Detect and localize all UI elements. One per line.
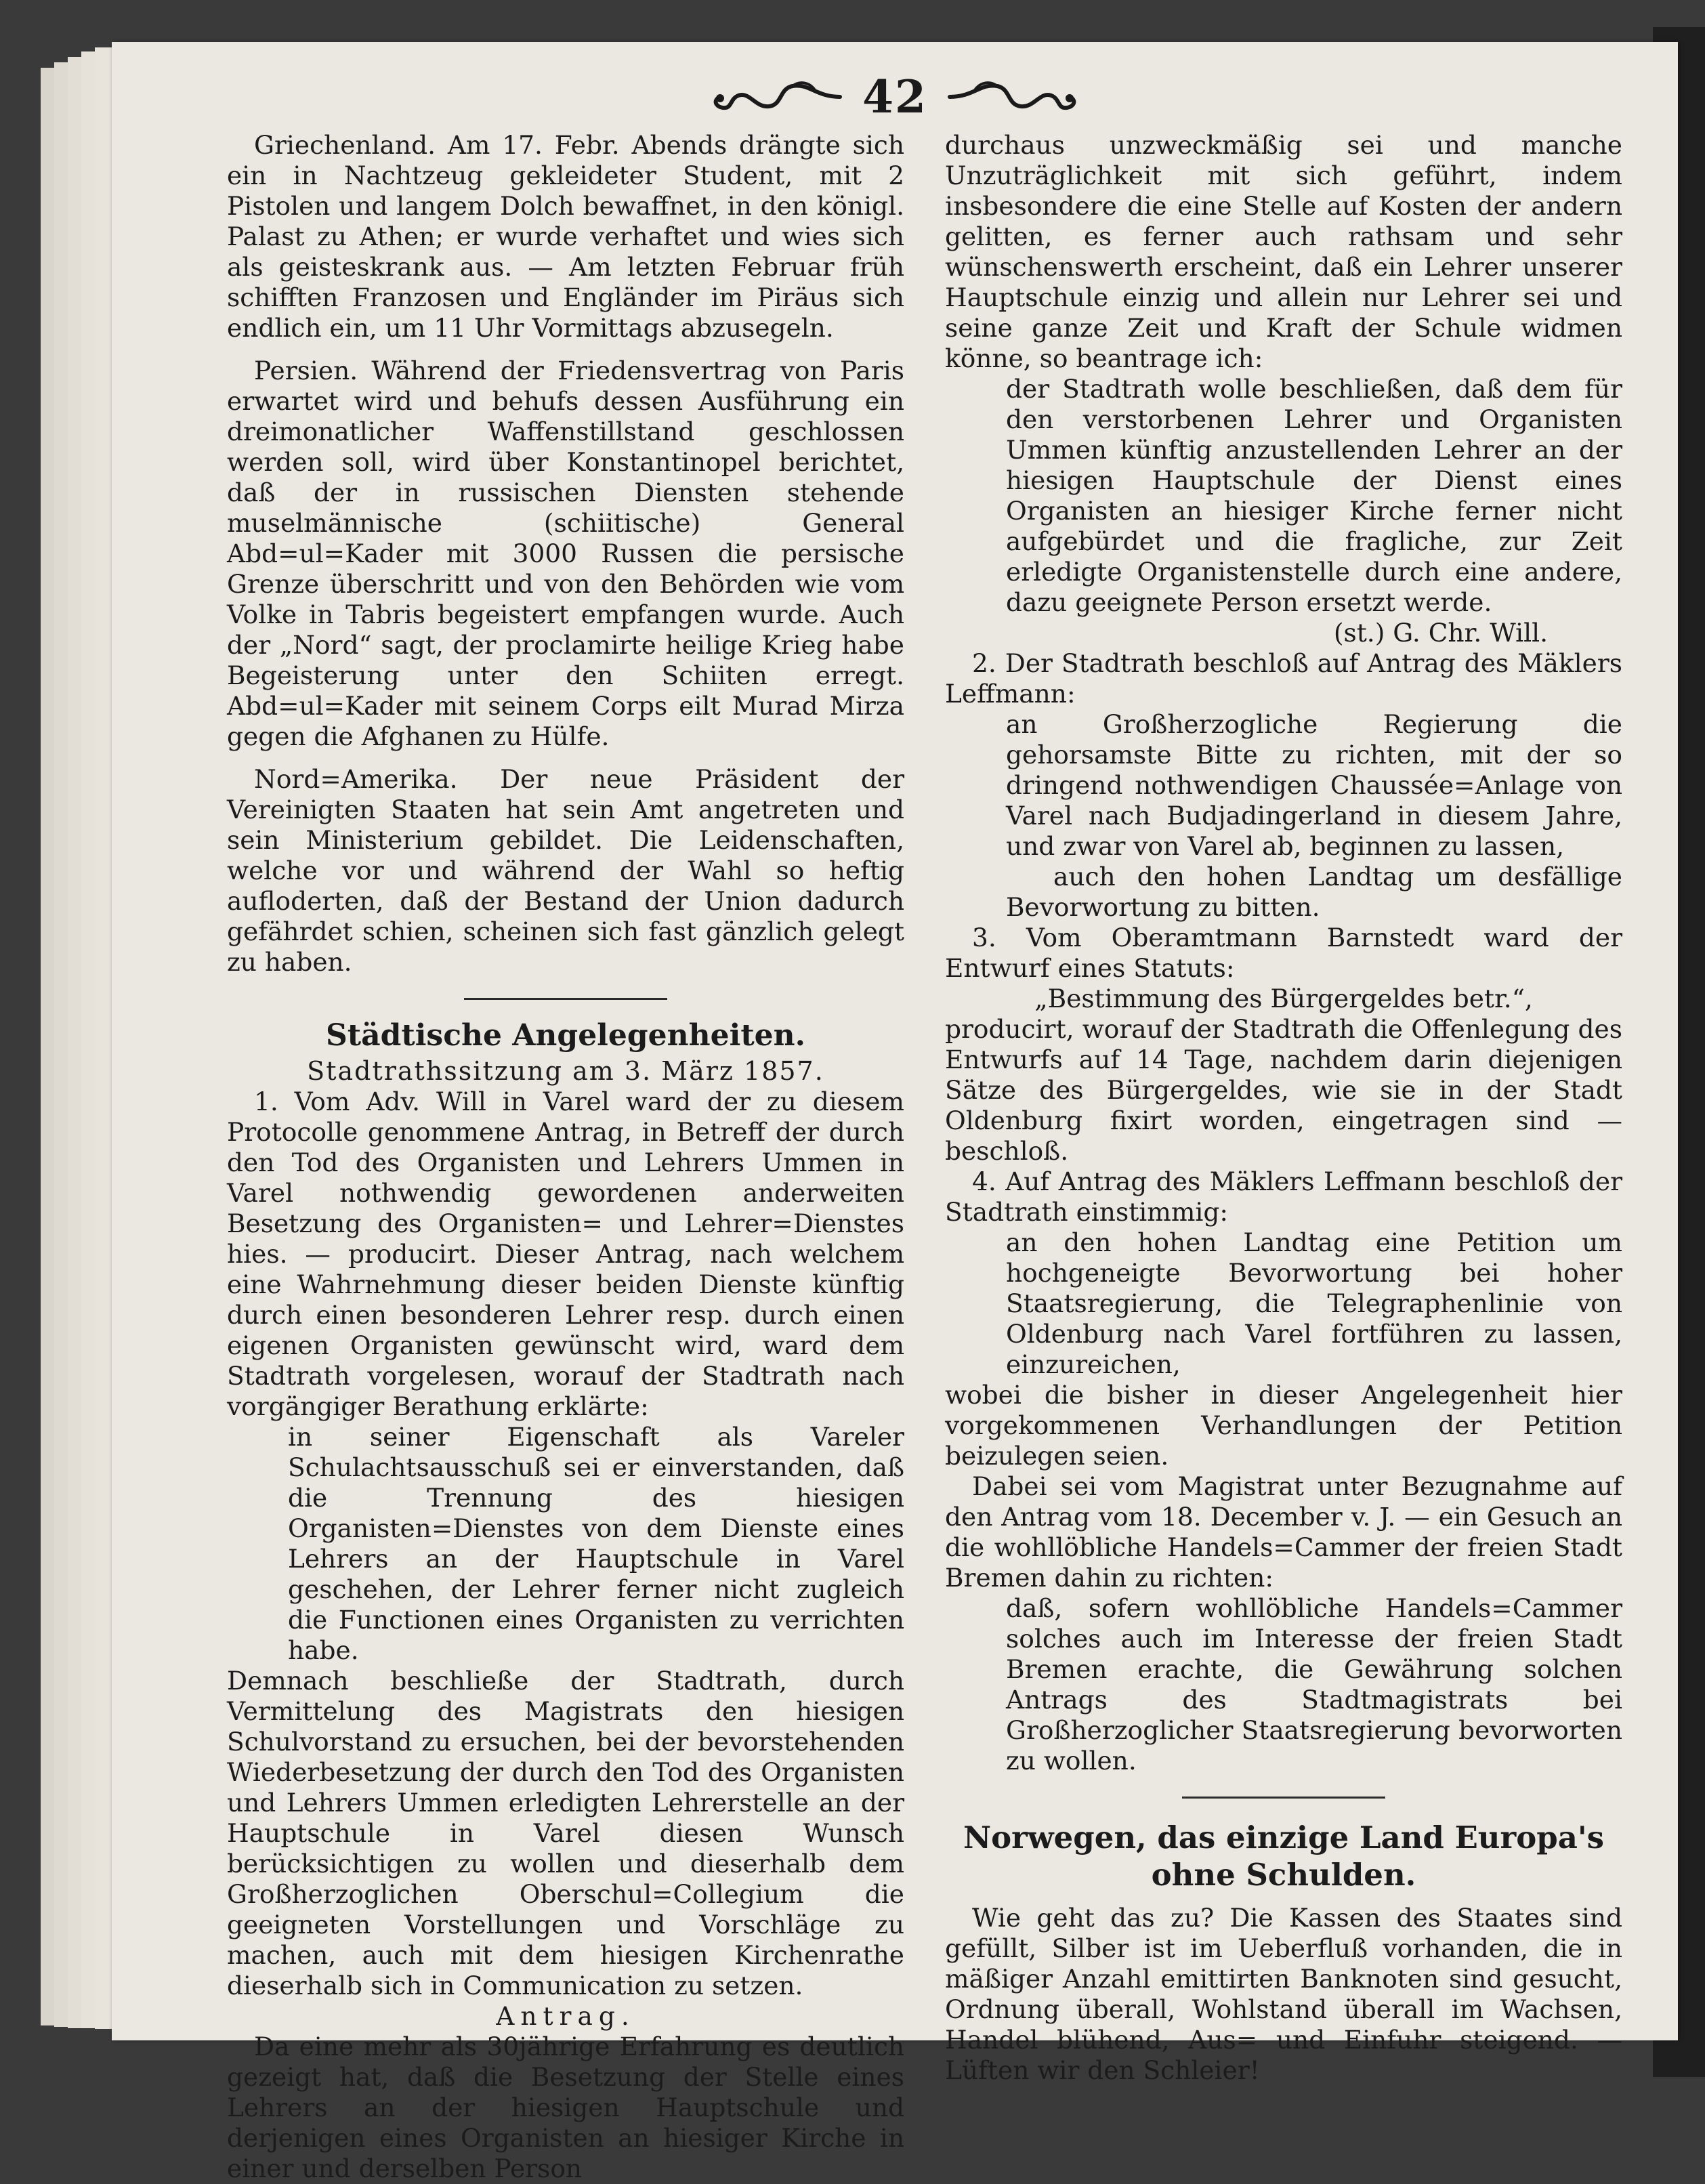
article-divider (1182, 1797, 1385, 1799)
antrag-continuation: durchaus unzweckmäßig sei und manche Unzuträglichkeit mit sich geführt, indem insbesondere die eine Stelle auf Kosten der andern gelitten, es ferner auch rathsam und sehr wünschenswerth erscheint, daß ein Lehrer unserer Hauptschule einzig und allein nur Lehrer sei und seine ganze Zeit und Kraft der Schule widmen könne, so beantrage ich: (945, 130, 1622, 373)
item4-quote2: daß, sofern wohllöbliche Handels=Cammer solches auch im Interesse der freien Stadt Bremen erachte, die Gewährung solchen Antrags des Stadtmagistrats bei Großherzoglicher Staatsregierung bevorworten zu wollen. (1006, 1593, 1622, 1776)
section-divider (464, 998, 667, 1000)
item3-text: producirt, worauf der Stadtrath die Offenlegung des Entwurfs auf 14 Tage, nachdem darin diejenigen Sätze des Bürgergeldes, wie sie in der Stadt Oldenburg fixirt worden, eingetragen sind — beschloß. (945, 1014, 1622, 1166)
item2-intro: 2. Der Stadtrath beschloß auf Antrag des Mäklers Leffmann: (945, 648, 1622, 709)
item2-quote-b: auch den hohen Landtag um desfällige Bevorwortung zu bitten. (1006, 862, 1622, 922)
item4-more: Dabei sei vom Magistrat unter Bezugnahme auf den Antrag vom 18. December v. J. — ein Gesuch an die wohllöbliche Handels=Cammer der freien Stadt Bremen dahin zu richten: (945, 1471, 1622, 1593)
session-heading: Stadtrathssitzung am 3. März 1857. (307, 1056, 824, 1086)
item4-quote: an den hohen Landtag eine Petition um hochgeneigte Bevorwortung bei hoher Staatsregierung, die Telegraphenlinie von Oldenburg nach Varel fortführen zu lassen, einzureichen, (1006, 1227, 1622, 1379)
norway-text: Wie geht das zu? Die Kassen des Staates sind gefüllt, Silber ist im Ueberfluß vorhanden, die in mäßiger Anzahl emittirten Banknoten sind gesucht, Ordnung überall, Wohlstand überall im Wachsen, Handel blühend, Aus= und Einfuhr steigend. — Lüften wir den Schleier! (945, 1903, 1622, 2085)
paragraph-persia: Persien. Während der Friedensvertrag von Paris erwartet wird und behufs dessen Ausführung ein dreimonatlicher Waffenstillstand geschlossen werden soll, wird über Konstantinopel berichtet, daß der in russischen Diensten stehende muselmännische (schiitische) General Abd=ul=Kader mit 3000 Russen die persische Grenze überschritt und von den Behörden wie vom Volke in Tabris begeistert empfangen wurde. Auch der „Nord“ sagt, der proclamirte heilige Krieg habe Begeisterung unter den Schiiten erregt. Abd=ul=Kader mit seinem Corps eilt Murad Mirza gegen die Afghanen zu Hülfe. (227, 356, 904, 751)
antrag-quote: der Stadtrath wolle beschließen, daß dem für den verstorbenen Lehrer und Organisten Ummen künftig anzustellenden Lehrer an der hiesigen Hauptschule der Dienst eines Organisten an hiesiger Kirche ferner nicht aufgebürdet und die fragliche, zur Zeit erledigte Organistenstelle durch eine andere, dazu geeignete Person ersetzt werde. (1006, 374, 1622, 617)
norway-heading-line2: ohne Schulden. (1151, 1857, 1416, 1893)
newspaper-page (112, 42, 1678, 2183)
left-column (227, 130, 904, 2184)
antrag-text: Da eine mehr als 30jährige Erfahrung es deutlich gezeigt hat, daß die Besetzung der Stelle eines Lehrers an der hiesigen Hauptschule und derjenigen eines Organisten an hiesiger Kirche in einer und derselben Person (227, 2032, 904, 2183)
page-header (112, 60, 1678, 134)
left-flourish-icon (708, 77, 843, 117)
right-column (945, 130, 1622, 2086)
item3-intro: 3. Vom Oberamtmann Barnstedt ward der Entwurf eines Statuts: (945, 923, 1622, 983)
item4-intro: 4. Auf Antrag des Mäklers Leffmann beschloß der Stadtrath einstimmig: (945, 1167, 1622, 1227)
norway-heading (945, 1819, 1622, 1893)
item1-resolution: Demnach beschließe der Stadtrath, durch Vermittelung des Magistrats den hiesigen Schulvorstand zu ersuchen, bei der bevorstehenden Wiederbesetzung der durch den Tod des Organisten und Lehrers Ummen erledigten Lehrerstelle an der Hauptschule in Varel diesen Wunsch berücksichtigen zu wollen und dieserhalb dem Großherzoglichen Oberschul=Collegium die geeigneten Vorstellungen und Vorschläge zu machen, auch mit dem hiesigen Kirchenrathe dieserhalb sich in Communication zu setzen. (227, 1666, 904, 2000)
page-number: 42 (862, 70, 927, 123)
right-flourish-icon (946, 77, 1082, 117)
item3-title: „Bestimmung des Bürgergeldes betr.“, (1034, 984, 1533, 1013)
norway-heading-line1: Norwegen, das einzige Land Europa's (963, 1820, 1604, 1855)
paragraph-north-america: Nord=Amerika. Der neue Präsident der Vereinigten Staaten hat sein Amt angetreten und sein Ministerium gebildet. Die Leidenschaften, welche vor und während der Wahl so heftig aufloderten, daß der Bestand der Union dadurch gefährdet schien, scheinen sich fast gänzlich gelegt zu haben. (227, 764, 904, 977)
item4-text: wobei die bisher in dieser Angelegenheit hier vorgekommenen Verhandlungen der Petition beizulegen seien. (945, 1380, 1622, 1471)
section-heading: Städtische Angelegenheiten. (326, 1018, 805, 1053)
item1-quote: in seiner Eigenschaft als Vareler Schulachtsausschuß sei er einverstanden, daß die Trennung des hiesigen Organisten=Dienstes von dem Dienste eines Lehrers an der Hauptschule in Varel geschehen, der Lehrer ferner nicht zugleich die Functionen eines Organisten zu verrichten habe. (288, 1422, 904, 1665)
item2-quote-a: an Großherzogliche Regierung die gehorsamste Bitte zu richten, mit der so dringend nothwendigen Chaussée=Anlage von Varel nach Budjadingerland in diesem Jahre, und zwar von Varel ab, beginnen zu lassen, (1006, 709, 1622, 861)
item1-intro: 1. Vom Adv. Will in Varel ward der zu diesem Protocolle genommene Antrag, in Betreff der durch den Tod des Organisten und Lehrers Ummen in Varel nothwendig gewordenen anderweiten Besetzung des Organisten= und Lehrer=Dienstes hies. — producirt. Dieser Antrag, nach welchem eine Wahrnehmung dieser beiden Dienste künftig durch einen besonderen Lehrer resp. durch einen eigenen Organisten gewünscht wird, ward dem Stadtrath vorgelesen, worauf der Stadtrath nach vorgängiger Berathung erklärte: (227, 1087, 904, 1421)
signature: (st.) G. Chr. Will. (1333, 618, 1548, 648)
paragraph-greece: Griechenland. Am 17. Febr. Abends drängte sich ein in Nachtzeug gekleideter Student, mit 2 Pistolen und langem Dolch bewaffnet, in den königl. Palast zu Athen; er wurde verhaftet und wies sich als geisteskrank aus. — Am letzten Februar früh schifften Franzosen und Engländer im Piräus sich endlich ein, um 11 Uhr Vormittags abzusegeln. (227, 130, 904, 343)
antrag-heading: Antrag. (496, 2001, 635, 2031)
